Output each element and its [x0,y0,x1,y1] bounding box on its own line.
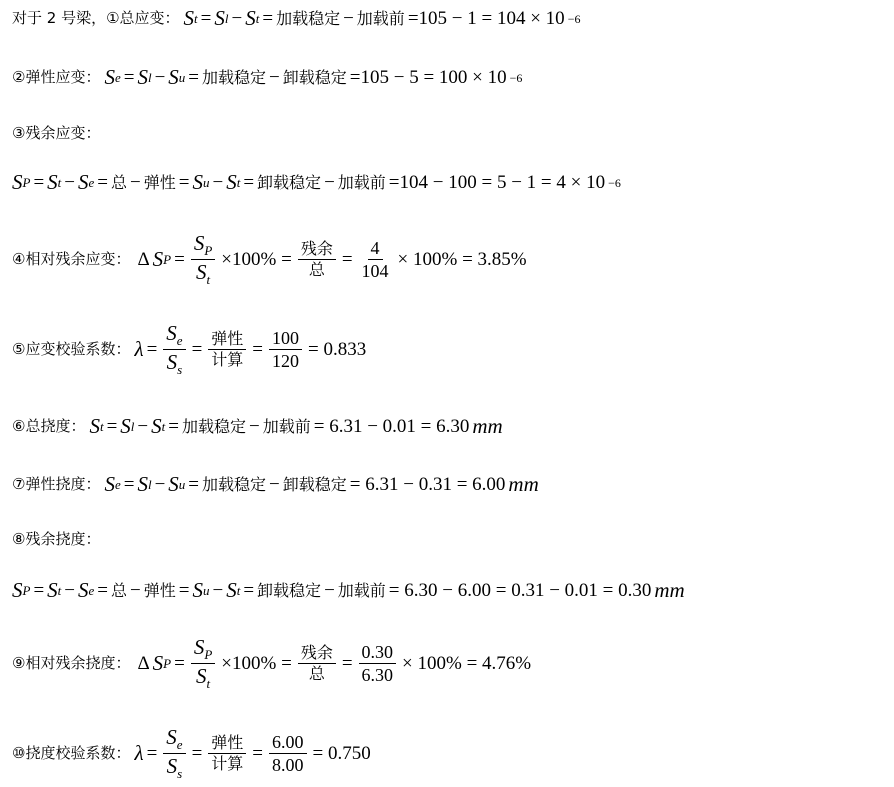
equals: = [146,339,158,360]
term: 弹性 [143,580,176,600]
var: S [137,65,148,89]
numerator: 100 [269,329,302,350]
minus: − [249,416,260,437]
result: =104 − 100 = 5 − 1 = 4 × 10 [388,172,606,193]
var: S [192,170,203,194]
term: 加载稳定 [181,416,246,436]
percent-term: ×100% = [221,249,292,270]
result: =105 − 1 = 104 × 10 [407,8,565,29]
minus: − [212,580,224,601]
subscript: t [236,583,241,598]
term: 卸载稳定 [282,67,347,87]
result: =105 − 5 = 100 × 10 [349,67,507,88]
fraction [298,645,336,682]
equals: = [341,249,353,270]
var: S [12,578,23,602]
formula-label: ⑥总挠度： [12,417,86,435]
numerator: $S_P$ [191,637,215,664]
formula-label: ④相对残余应变： [12,250,131,268]
term: 卸载稳定 [257,580,322,600]
fraction [191,233,215,286]
var: S [89,414,100,438]
result: × 100% = 3.85% [397,249,527,270]
equals: = [174,249,185,270]
formula-elastic-strain [12,67,522,88]
subscript: u [178,477,186,492]
subscript: t [57,175,62,190]
var: S [226,578,237,602]
equals: = [262,8,274,29]
denominator: $S_s$ [166,754,183,781]
fraction [298,241,336,278]
formula-residual-strain [12,172,621,193]
delta-symbol: Δ [137,249,150,270]
formula-deflection-check-coefficient [12,727,374,780]
formula-strain-check-coefficient [12,323,369,376]
exponent: −6 [608,175,621,190]
minus: − [154,474,166,495]
var: S [120,414,131,438]
equals: = [188,67,200,88]
var: S [214,6,225,30]
formula-label: ⑧残余挠度： [12,530,101,548]
equals: = [178,172,190,193]
equals: = [33,172,45,193]
exponent: −6 [567,11,581,26]
residual-deflection-heading [12,532,104,547]
minus: − [154,67,166,88]
equals: = [168,416,179,437]
fraction [208,331,246,368]
result: = 6.31 − 0.01 = 6.30 [313,416,470,437]
subscript: P [163,656,172,671]
subscript: t [161,419,166,434]
term: 加载前 [262,416,311,436]
denominator: 120 [272,351,300,371]
formula-label: ③残余应变： [12,124,101,142]
percent-term: ×100% = [221,653,292,674]
term: 加载前 [337,172,386,192]
var: S [168,65,179,89]
subscript: l [147,477,152,492]
term: 总 [111,580,128,600]
subscript: e [88,175,95,190]
formula-relative-residual-strain [12,233,530,286]
fraction [208,735,246,772]
equals: = [252,743,264,764]
equals: = [188,474,200,495]
subscript: u [178,70,186,85]
result: = 0.750 [312,743,371,764]
subscript: l [130,419,135,434]
equals: = [341,653,353,674]
numerator: 4 [368,239,383,260]
minus: − [324,580,335,601]
var: S [137,472,148,496]
formula-label: ②弹性应变： [12,68,101,86]
equals: = [97,580,109,601]
equals: = [252,339,264,360]
minus: − [231,8,243,29]
var: S [104,65,115,89]
formula-label: ⑨相对残余挠度： [12,654,131,672]
formula-label: ⑦弹性挠度： [12,475,101,493]
term: 加载稳定 [202,474,267,494]
denominator: 计算 [211,754,244,773]
var: S [47,170,58,194]
lambda-symbol: λ [134,741,144,765]
equals: = [178,580,190,601]
subscript: l [147,70,152,85]
fraction [163,727,185,780]
denominator: $S_s$ [166,350,183,377]
subscript: e [88,583,95,598]
residual-strain-heading [12,126,104,141]
subscript: u [202,175,210,190]
denominator: 总 [308,260,325,279]
denominator: 104 [361,261,389,281]
formula-total-deflection [12,416,503,437]
var: S [78,170,89,194]
denominator: 6.30 [361,665,394,685]
formula-total-strain [12,8,580,29]
equals: = [243,172,255,193]
denominator: 8.00 [272,755,304,775]
fraction [359,239,392,280]
term: 总 [111,172,128,192]
unit: mm [654,578,685,602]
result: = 6.30 − 6.00 = 0.31 − 0.01 = 0.30 [388,580,652,601]
equals: = [146,743,158,764]
minus: − [130,172,141,193]
fraction [163,323,185,376]
subscript: l [224,11,229,26]
minus: − [269,67,280,88]
numerator: $S_e$ [163,323,185,350]
term: 加载前 [356,8,405,28]
minus: − [324,172,335,193]
var: S [104,472,115,496]
subscript: t [99,419,104,434]
fraction [269,329,302,370]
var: S [226,170,237,194]
minus: − [137,416,149,437]
numerator: 残余 [298,645,336,664]
numerator: $S_P$ [191,233,215,260]
term: 卸载稳定 [282,474,347,494]
fraction [359,643,397,684]
equals: = [174,653,185,674]
exponent: −6 [509,70,523,85]
subscript: e [114,477,121,492]
equals: = [123,67,135,88]
subscript: P [22,583,31,598]
term: 加载稳定 [202,67,267,87]
result: = 0.833 [308,339,367,360]
minus: − [212,172,224,193]
var: S [12,170,23,194]
term: 加载稳定 [276,8,341,28]
equals: = [191,743,203,764]
formula-residual-deflection [12,580,685,601]
formula-relative-residual-deflection [12,637,534,690]
delta-symbol: Δ [137,653,150,674]
subscript: e [114,70,121,85]
numerator: 弹性 [208,735,246,754]
equals: = [243,580,255,601]
denominator: 总 [308,664,325,683]
term: 卸载稳定 [257,172,322,192]
subscript: P [163,252,172,267]
formula-label: ⑩挠度校验系数： [12,744,131,762]
var: S [151,414,162,438]
fraction [269,733,307,774]
subscript: t [255,11,260,26]
numerator: 弹性 [208,331,246,350]
term: 弹性 [143,172,176,192]
var: S [192,578,203,602]
denominator: 计算 [211,350,244,369]
minus: − [64,172,76,193]
numerator: 6.00 [269,733,307,754]
equals: = [33,580,45,601]
equals: = [106,416,118,437]
var: S [78,578,89,602]
formula-elastic-deflection [12,474,539,495]
equals: = [123,474,135,495]
formula-label: ⑤应变校验系数： [12,340,131,358]
subscript: P [22,175,31,190]
var: S [152,247,164,271]
numerator: $S_e$ [163,727,185,754]
subscript: t [57,583,62,598]
formula-label: 对于 2 号梁，①总应变： [12,9,180,27]
var: S [152,651,164,675]
minus: − [130,580,141,601]
result: = 6.31 − 0.31 = 6.00 [349,474,506,495]
denominator: $S_t$ [196,260,211,287]
term: 加载前 [337,580,386,600]
denominator: $S_t$ [196,664,211,691]
var: S [168,472,179,496]
var: S [245,6,256,30]
numerator: 残余 [298,241,336,260]
equals: = [200,8,212,29]
subscript: u [202,583,210,598]
unit: mm [508,472,539,496]
fraction [191,637,215,690]
var: S [183,6,195,30]
equals: = [191,339,203,360]
numerator: 0.30 [359,643,397,664]
minus: − [269,474,280,495]
equals: = [97,172,109,193]
minus: − [343,8,354,29]
lambda-symbol: λ [134,337,144,361]
minus: − [64,580,76,601]
subscript: t [236,175,241,190]
var: S [47,578,58,602]
unit: mm [472,414,503,438]
result: × 100% = 4.76% [402,653,532,674]
subscript: t [194,11,198,26]
